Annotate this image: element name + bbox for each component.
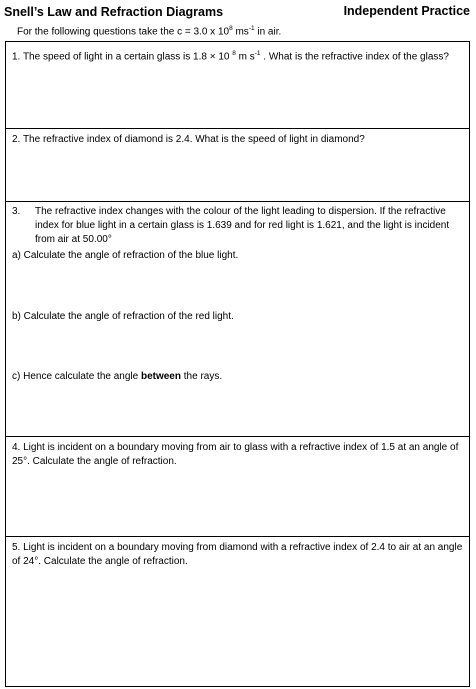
- question-2-box: [5, 128, 470, 201]
- question-3b-text: b) Calculate the angle of refraction of the red light.: [12, 311, 234, 322]
- question-3a-text: a) Calculate the angle of refraction of the blue light.: [12, 250, 239, 261]
- question-1-box: [5, 41, 470, 128]
- instructions: For the following questions take the c = 3.0 x $10^8$ $ms^{-1}$ in air.: [17, 25, 282, 38]
- question-3c-text: c) Hence calculate the angle between the rays.: [12, 371, 223, 382]
- question-3-box: [5, 201, 470, 436]
- question-5-box: [5, 536, 470, 687]
- page-title: Snell’s Law and Refraction Diagrams: [4, 5, 224, 19]
- question-4-box: [5, 436, 470, 536]
- question-3-text: 3. The refractive index changes with the colour of the light leading to dispersion. If the refractive index for blue light in a certain glass is 1.639 and for red light is 1.621, and the light is incident from air at 50.00°: [12, 206, 450, 245]
- question-1-text: 1. The speed of light in a certain glass is 1.8 × 10 $^8$ m $s^{-1}$ . What is the refractive index of the glass?: [12, 50, 449, 63]
- question-3-number: 3.: [12, 206, 21, 217]
- question-5-text: 5. Light is incident on a boundary moving from diamond with a refractive index of 2.4 to air at an angle of 24°. Calculate the angle of refraction.: [12, 542, 463, 567]
- practice-label: Independent Practice: [343, 4, 470, 18]
- question-4-text: 4. Light is incident on a boundary moving from air to glass with a refractive index of 1.5 at an angle of 25°. Calculate the angle of refraction.: [12, 442, 459, 467]
- question-2-text: 2. The refractive index of diamond is 2.4. What is the speed of light in diamond?: [12, 134, 365, 145]
